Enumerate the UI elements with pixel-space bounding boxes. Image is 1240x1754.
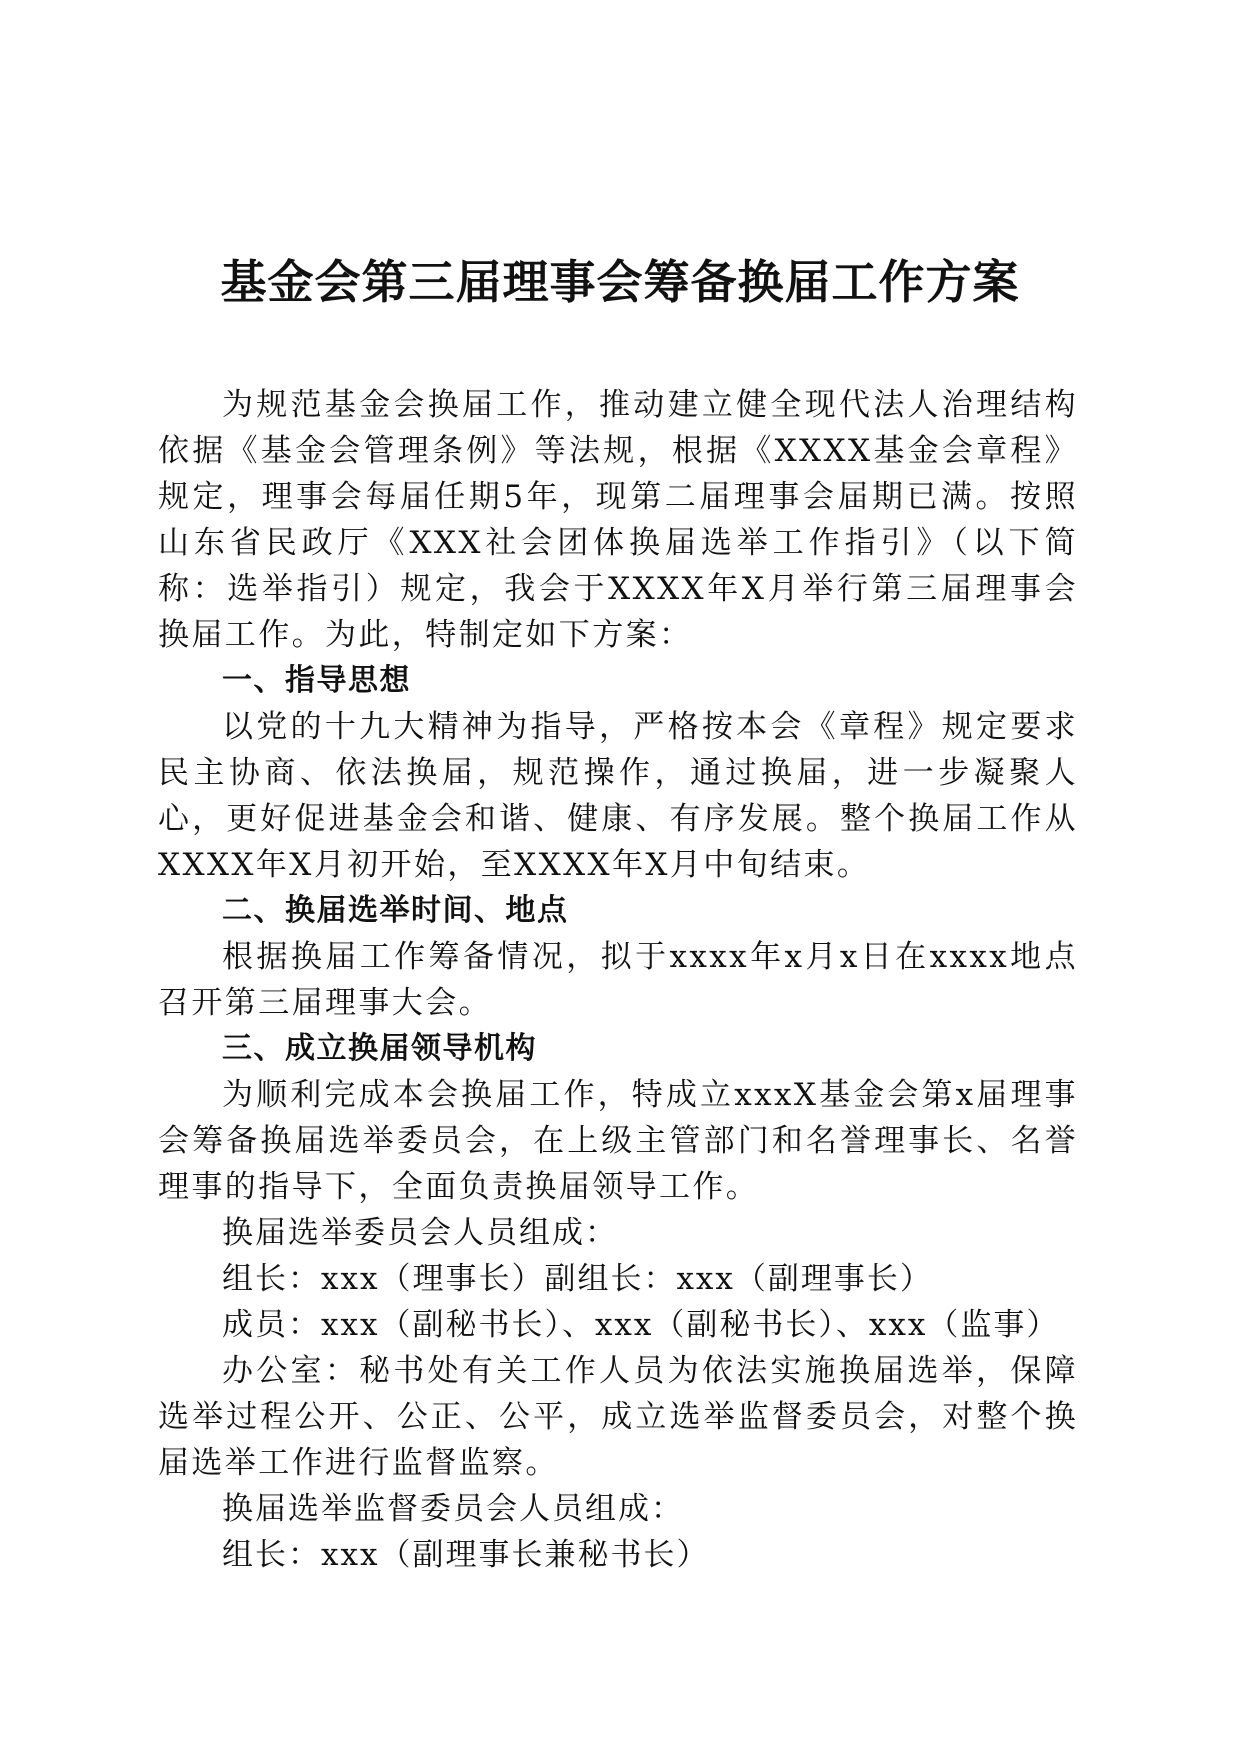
committee-label: 换届选举委员会人员组成： [222, 1215, 618, 1251]
section-1-paragraph: 以党的十九大精神为指导，严格按本会《章程》规定要求民主协商、依法换届，规范操作，通过换届，进一步凝聚人心，更好促进基金会和谐、健康、有序发展。整个换届工作从XXXX年X月初开始，至XXXX年X月中旬结束。 [158, 709, 1078, 883]
committee-members: 成员：xxx（副秘书长）、xxx（副秘书长）、xxx（监事） [222, 1307, 1060, 1343]
office-paragraph: 办公室：秘书处有关工作人员为依法实施换届选举，保障选举过程公开、公正、公平，成立选举监督委员会，对整个换届选举工作进行监督监察。 [158, 1353, 1078, 1481]
supervision-committee-leader: 组长：xxx（副理事长兼秘书长） [222, 1537, 710, 1573]
section-3-paragraph: 为顺利完成本会换届工作，特成立xxxX基金会第x届理事会筹备换届选举委员会，在上级主管部门和名誉理事长、名誉理事的指导下，全面负责换届领导工作。 [158, 1077, 1078, 1205]
section-1-heading: 一、指导思想 [222, 663, 411, 698]
committee-leaders: 组长：xxx（理事长）副组长：xxx（副理事长） [222, 1261, 933, 1297]
section-2-heading: 二、换届选举时间、地点 [222, 893, 569, 928]
document-body [158, 382, 1078, 1578]
document-title: 基金会第三届理事会筹备换届工作方案 [220, 255, 1020, 309]
supervision-committee-label: 换届选举监督委员会人员组成： [222, 1491, 684, 1527]
intro-paragraph: 为规范基金会换届工作，推动建立健全现代法人治理结构依据《基金会管理条例》等法规，根据《XXXX基金会章程》规定，理事会每届任期5年，现第二届理事会届期已满。按照山东省民政厅《XXX社会团体换届选举工作指引》（以下简称：选举指引）规定，我会于XXXX年X月举行第三届理事会换届工作。为此，特制定如下方案： [158, 387, 1078, 653]
section-3-heading: 三、成立换届领导机构 [222, 1031, 537, 1066]
section-2-paragraph: 根据换届工作筹备情况，拟于xxxx年x月x日在xxxx地点召开第三届理事大会。 [158, 939, 1078, 1021]
